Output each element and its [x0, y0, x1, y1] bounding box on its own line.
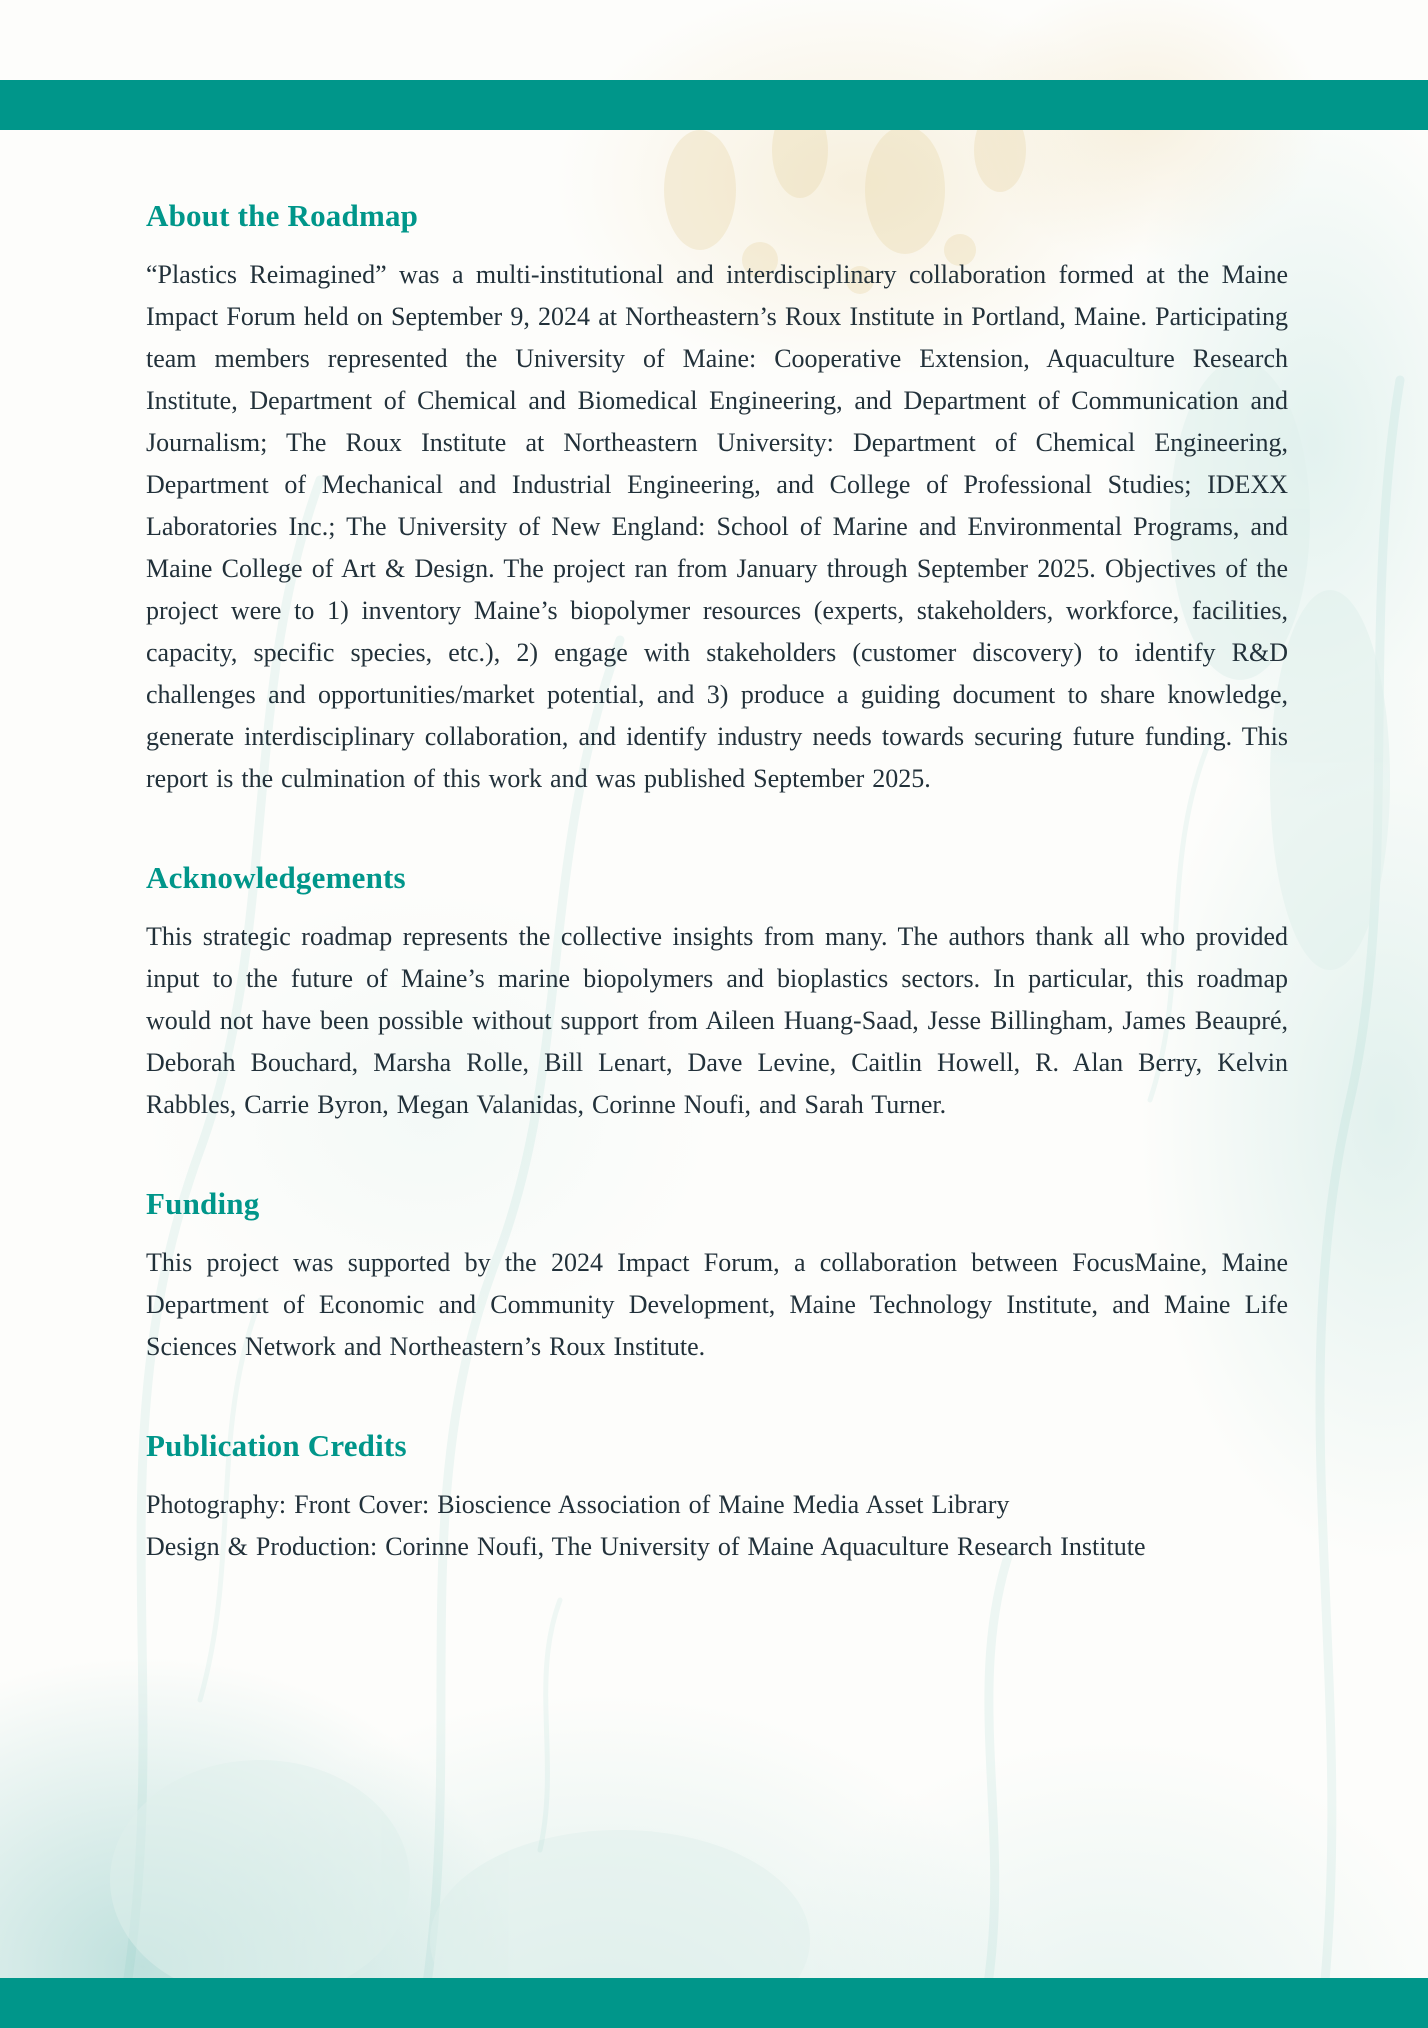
section-heading-about: About the Roadmap [146, 198, 419, 233]
credit-line-design: Design & Production: Corinne Noufi, The University of Maine Aquaculture Research Institute [146, 1532, 1146, 1561]
section-about [146, 198, 1288, 800]
section-acknowledgements [146, 860, 1288, 1126]
section-heading-funding: Funding [146, 1186, 260, 1221]
bottom-accent-bar [0, 1978, 1428, 2028]
section-body-about: “Plastics Reimagined” was a multi-institutional and interdisciplinary collaboration formed at the Maine Impact Forum held on September 9, 2024 at Northeastern’s Roux Institute in Portland, Maine. Participating team members represented the University of Maine: Cooperative Extension, Aquaculture Research Institute, Department of Chemical and Biomedical Engineering, and Department of Communication and Journalism; The Roux Institute at Northeastern University: Department of Chemical Engineering, Department of Mechanical and Industrial Engineering, and College of Professional Studies; IDEXX Laboratories Inc.; The University of New England: School of Marine and Environmental Programs, and Maine College of Art & Design. The project ran from January through September 2025. Objectives of the project were to 1) inventory Maine’s biopolymer resources (experts, stakeholders, workforce, facilities, capacity, specific species, etc.), 2) engage with stakeholders (customer discovery) to identify R&D challenges and opportunities/market potential, and 3) produce a guiding document to share knowledge, generate interdisciplinary collaboration, and identify industry needs towards securing future funding. This report is the culmination of this work and was published September 2025. [146, 260, 1288, 793]
top-accent-bar [0, 80, 1428, 130]
credit-line-photography: Photography: Front Cover: Bioscience Association of Maine Media Asset Library [146, 1490, 1010, 1519]
section-body-acknowledgements: This strategic roadmap represents the collective insights from many. The authors thank all who provided input to the future of Maine’s marine biopolymers and bioplastics sectors. In particular, this roadmap would not have been possible without support from Aileen Huang-Saad, Jesse Billingham, James Beaupré, Deborah Bouchard, Marsha Rolle, Bill Lenart, Dave Levine, Caitlin Howell, R. Alan Berry, Kelvin Rabbles, Carrie Byron, Megan Valanidas, Corinne Noufi, and Sarah Turner. [146, 922, 1288, 1119]
section-funding [146, 1186, 1288, 1368]
section-heading-credits: Publication Credits [146, 1428, 407, 1463]
section-heading-acknowledgements: Acknowledgements [146, 860, 406, 895]
section-body-funding: This project was supported by the 2024 Impact Forum, a collaboration between FocusMaine, Maine Department of Economic and Community Development, Maine Technology Institute, and Maine Life Sciences Network and Northeastern’s Roux Institute. [146, 1248, 1288, 1361]
section-publication-credits [146, 1428, 1288, 1568]
